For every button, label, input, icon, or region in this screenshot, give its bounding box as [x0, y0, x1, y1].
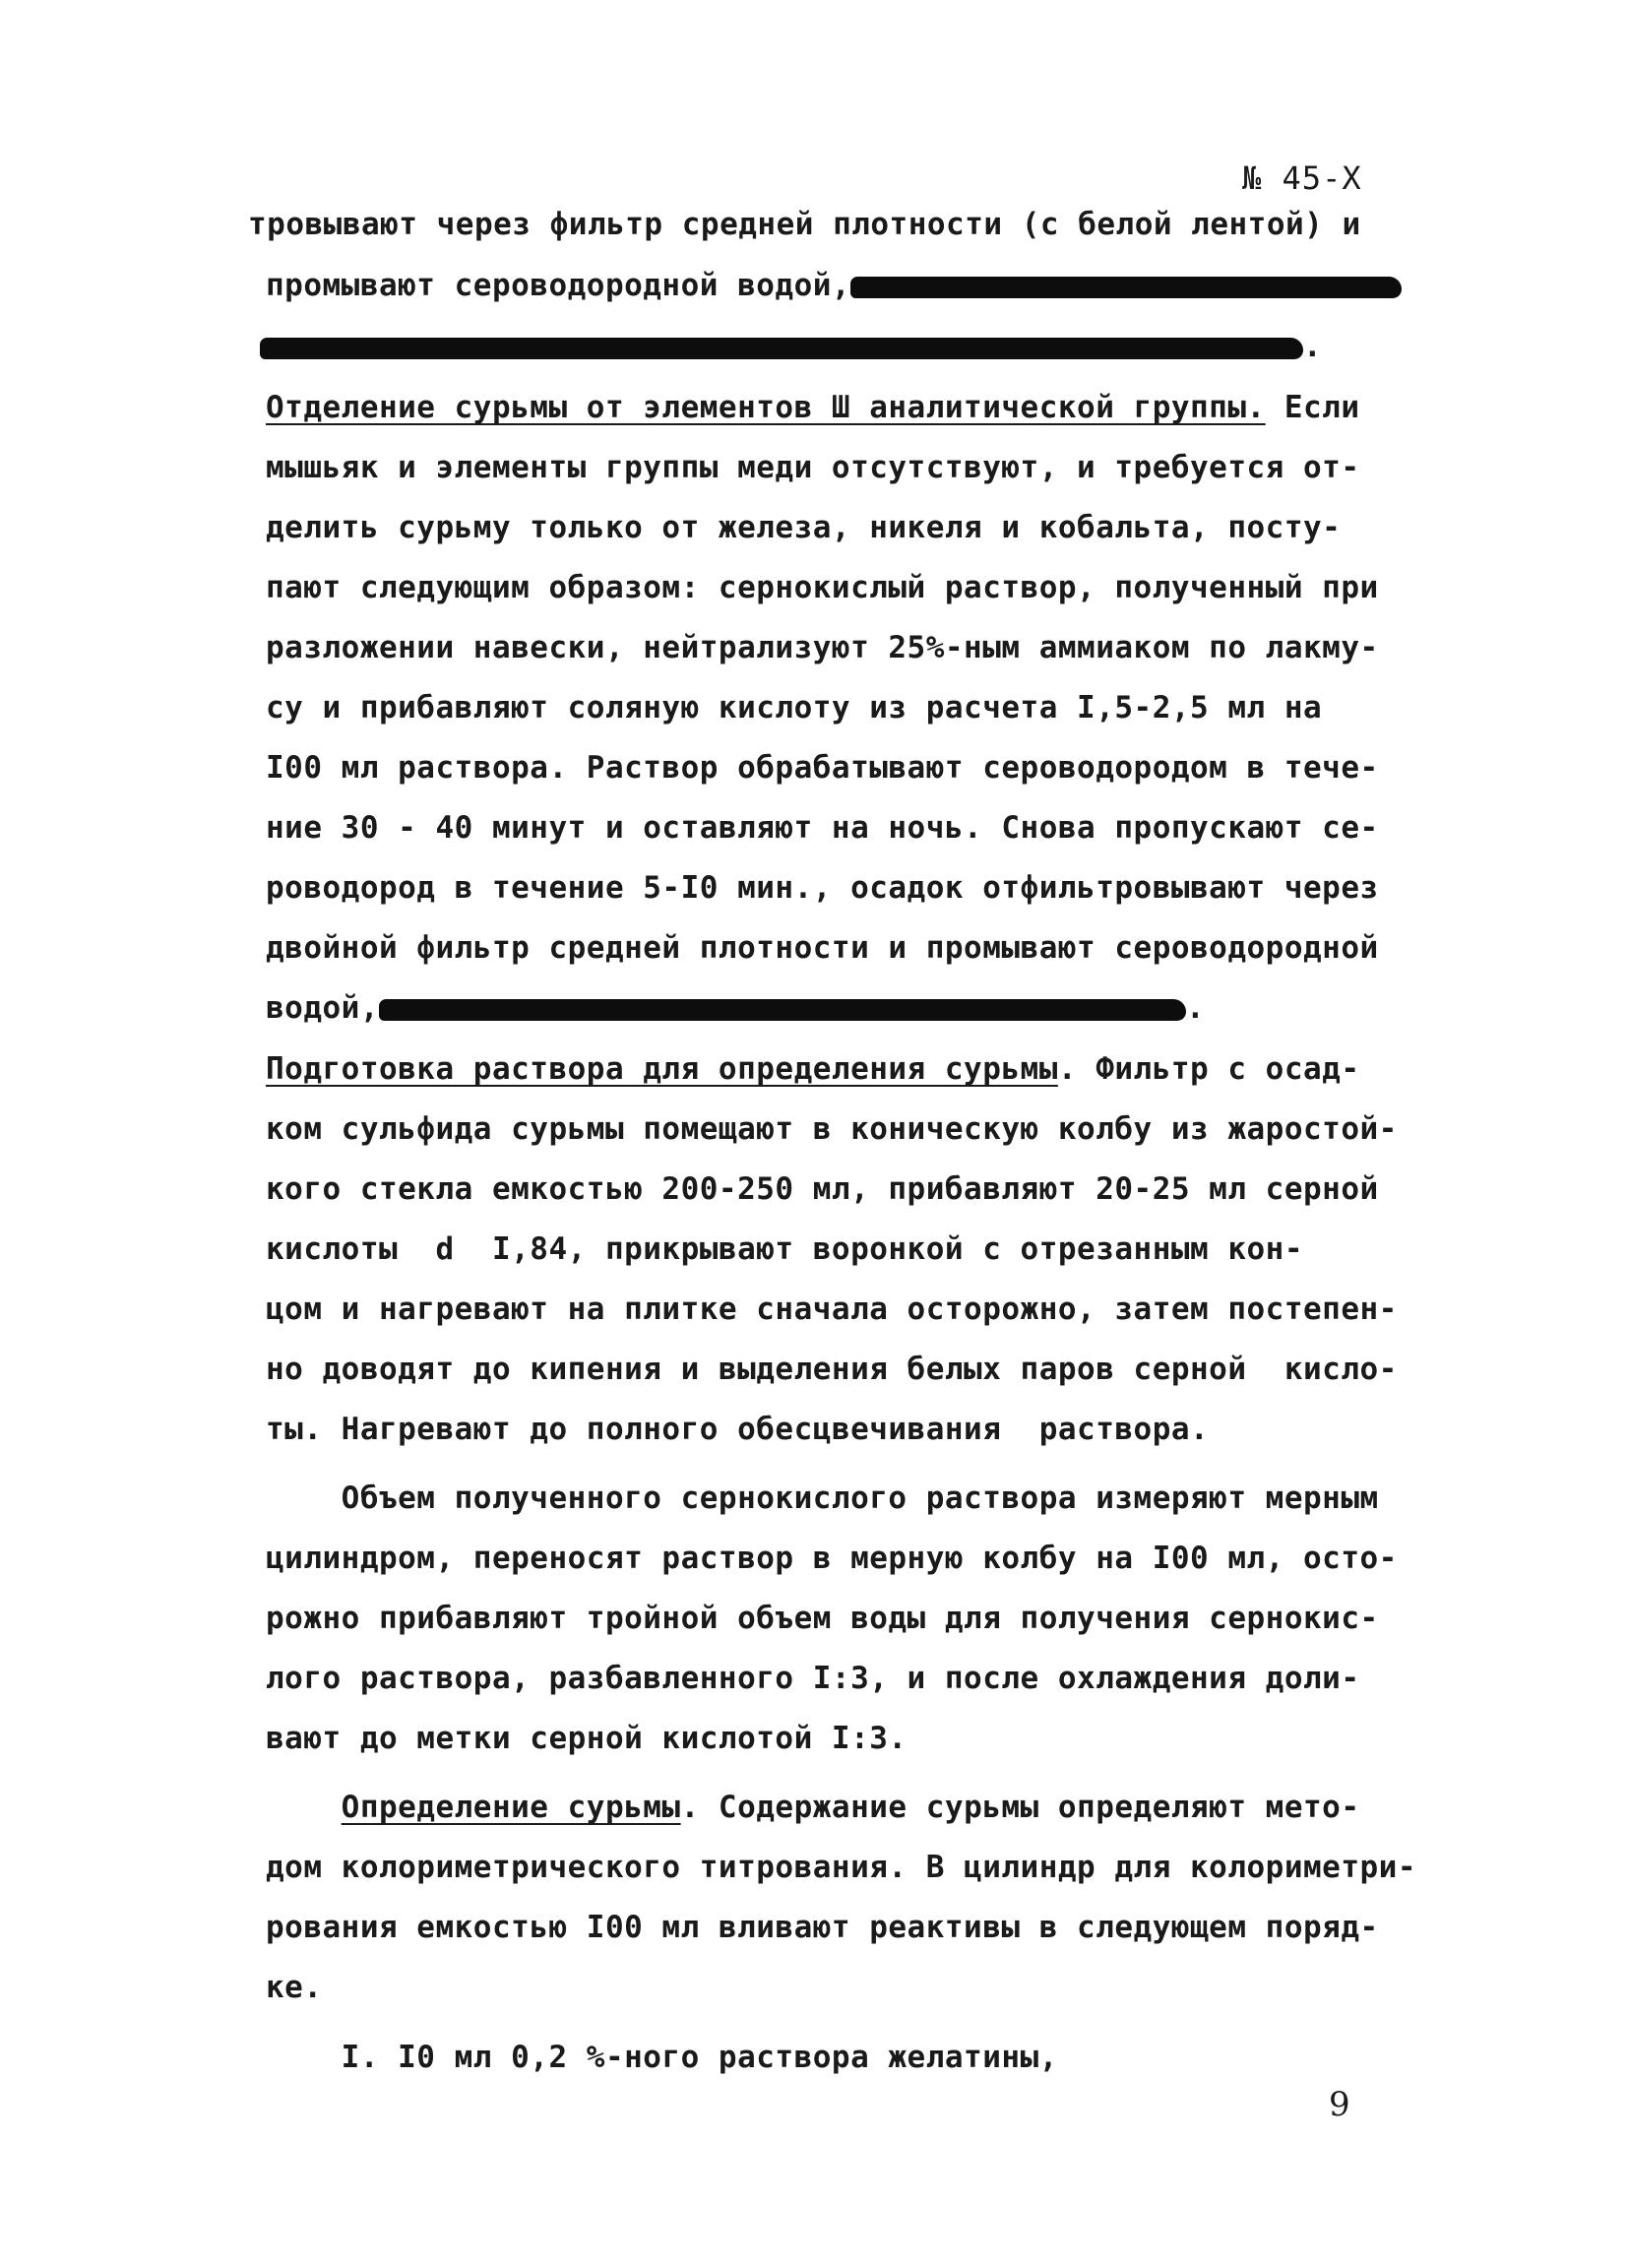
redaction-mark — [379, 999, 1186, 1021]
line-text: I. I0 мл 0,2 %-ного раствора желатины, — [266, 2040, 1058, 2075]
text-line — [248, 205, 1361, 244]
text-line — [266, 1410, 1209, 1449]
text-line — [266, 1290, 1398, 1329]
line-text: рожно прибавляют тройной объем воды для получения сернокис- — [266, 1601, 1379, 1636]
line-text: ние 30 - 40 минут и оставляют на ночь. Снова пропускают се- — [266, 810, 1379, 846]
text-line — [266, 808, 1379, 848]
section-heading: Определение сурьмы — [341, 1790, 681, 1825]
line-text: разложении навески, нейтрализуют 25%-ным аммиаком по лакму- — [266, 630, 1379, 665]
text-line — [266, 1479, 1379, 1518]
text-line — [266, 266, 1402, 305]
line-text: . Содержание сурьмы определяют мето- — [680, 1790, 1360, 1825]
text-line — [266, 2038, 1058, 2077]
text-line — [266, 1599, 1379, 1638]
text-line — [266, 327, 1322, 366]
text-line — [266, 568, 1379, 607]
line-text: водой, — [266, 990, 379, 1026]
text-line — [266, 1968, 323, 2007]
text-line — [266, 628, 1379, 667]
text-line — [266, 868, 1379, 908]
line-text: пают следующим образом: сернокислый раствор, полученный при — [266, 570, 1379, 605]
text-line — [266, 448, 1360, 487]
text-line — [266, 1539, 1398, 1578]
text-line — [266, 748, 1379, 788]
text-line — [266, 1109, 1398, 1149]
line-text: делить сурьму только от железа, никеля и кобальта, посту- — [266, 510, 1342, 545]
text-line — [266, 688, 1322, 727]
line-text: роводород в течение 5-I0 мин., осадок отфильтровывают через — [266, 870, 1379, 906]
line-text: двойной фильтр средней плотности и промывают сероводородной — [266, 930, 1379, 966]
line-text: вают до метки серной кислотой I:3. — [266, 1721, 908, 1756]
line-text: лого раствора, разбавленного I:3, и после охлаждения доли- — [266, 1661, 1360, 1696]
redaction-mark — [850, 277, 1402, 298]
document-number: № 45-Х — [1242, 159, 1362, 197]
text-line — [266, 1350, 1398, 1389]
line-tail: . — [1303, 329, 1323, 364]
text-line — [266, 1788, 1360, 1827]
text-line — [266, 1169, 1379, 1209]
line-text: I00 мл раствора. Раствор обрабатывают сероводородом в тече- — [266, 750, 1379, 786]
text-line — [266, 1659, 1360, 1698]
line-text: ке. — [266, 1970, 323, 2005]
text-line — [266, 508, 1341, 547]
section-heading: Подготовка раствора для определения сурьмы — [266, 1051, 1058, 1087]
line-text: мышьяк и элементы группы меди отсутствуют, и требуется от- — [266, 450, 1360, 485]
text-line — [266, 1049, 1360, 1089]
line-text: Если — [1265, 390, 1360, 425]
text-line — [266, 988, 1205, 1028]
redaction-mark — [260, 338, 1303, 359]
line-text: су и прибавляют соляную кислоту из расчета I,5-2,5 мл на — [266, 690, 1323, 725]
text-line — [266, 928, 1379, 968]
line-tail: . — [1185, 990, 1206, 1026]
page-number: 9 — [1329, 2085, 1350, 2124]
line-text: цилиндром, переносят раствор в мерную колбу на I00 мл, осто- — [266, 1541, 1398, 1576]
text-line — [266, 1229, 1303, 1269]
text-line — [266, 1908, 1379, 1947]
line-text: дом колориметрического титрования. В цилиндр для колориметри- — [266, 1850, 1416, 1885]
line-text: . Фильтр с осад- — [1057, 1051, 1360, 1087]
line-text: ты. Нагревают до полного обесцвечивания раствора. — [266, 1412, 1210, 1447]
text-line — [266, 1848, 1416, 1887]
line-text: рования емкостью I00 мл вливают реактивы в следующем поряд- — [266, 1910, 1379, 1945]
line-text: Объем полученного сернокислого раствора измеряют мерным — [266, 1480, 1379, 1516]
line-text: тровывают через фильтр средней плотности (с белой лентой) и — [248, 207, 1361, 242]
line-text: цом и нагревают на плитке сначала осторожно, затем постепен- — [266, 1292, 1398, 1327]
line-text: ком сульфида сурьмы помещают в коническую колбу из жаростой- — [266, 1111, 1398, 1147]
text-line — [266, 1719, 908, 1758]
line-text: но доводят до кипения и выделения белых паров серной кисло- — [266, 1352, 1398, 1387]
text-line — [266, 388, 1360, 427]
section-heading: Отделение сурьмы от элементов Ш аналитической группы. — [266, 390, 1266, 425]
line-text: промывают сероводородной водой, — [266, 268, 851, 303]
line-text: кислоты d I,84, прикрывают воронкой с отрезанным кон- — [266, 1231, 1303, 1267]
line-text: кого стекла емкостью 200-250 мл, прибавляют 20-25 мл серной — [266, 1171, 1379, 1207]
